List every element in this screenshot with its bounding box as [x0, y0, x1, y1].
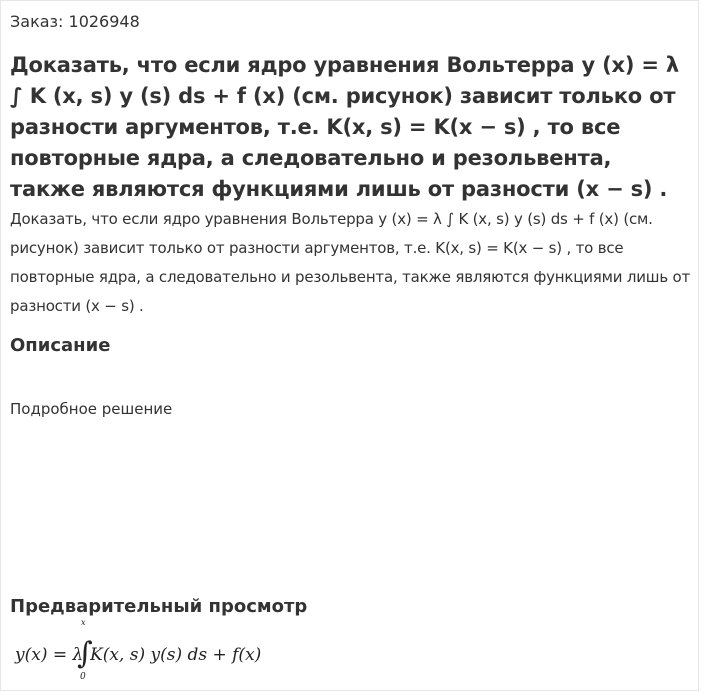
formula-lower-limit: 0 [80, 672, 86, 682]
formula-upper-limit: x [81, 618, 86, 627]
order-number: Заказ: 1026948 [10, 12, 140, 31]
description-heading: Описание [10, 335, 111, 356]
task-description: Доказать, что если ядро уравнения Вольтерра y (x) = λ ∫ K (x, s) y (s) ds + f (x) (см. рисунок) зависит только от разности аргументов, т.е. K(x, s) = K(x − s) , то все повторные ядра, а следовательно и резольвента, также являются функциями лишь от разности (x − s) . [10, 210, 691, 315]
preview-heading: Предварительный просмотр [10, 596, 308, 617]
formula-integral-sign: ∫ [77, 636, 93, 671]
preview-formula [13, 613, 273, 685]
page-title: Доказать, что если ядро уравнения Вольтерра y (x) = λ ∫ K (x, s) y (s) ds + f (x) (см. рисунок) зависит только от разности аргументов, т.е. K(x, s) = K(x − s) , то все повторные ядра, а следовательно и резольвента, также являются функциями лишь от разности (x − s) . [10, 53, 679, 201]
solution-text: Подробное решение [10, 400, 173, 418]
formula-rhs: K(x, s) y(s) ds + f(x) [90, 645, 262, 665]
formula-lhs: y(x) = λ [15, 645, 84, 665]
